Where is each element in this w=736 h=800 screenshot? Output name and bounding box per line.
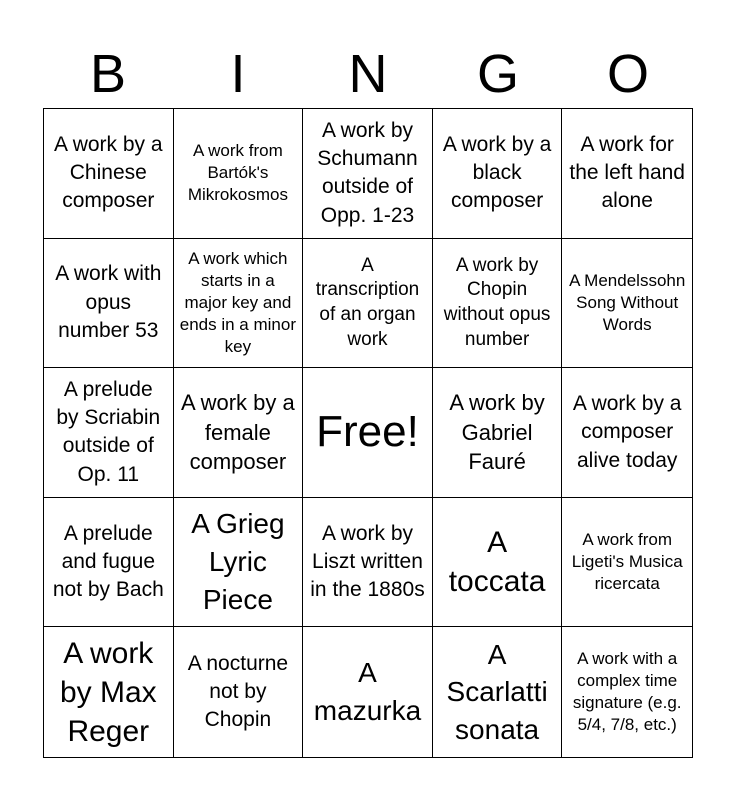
bingo-cell[interactable]: A transcription of an organ work bbox=[303, 239, 433, 369]
bingo-cell[interactable]: A prelude and fugue not by Bach bbox=[44, 498, 174, 628]
bingo-cell[interactable]: A toccata bbox=[433, 498, 563, 628]
bingo-cell[interactable]: A work for the left hand alone bbox=[562, 109, 692, 239]
bingo-cell[interactable]: A work by a black composer bbox=[433, 109, 563, 239]
bingo-cell[interactable]: A work by a female composer bbox=[174, 368, 304, 498]
bingo-board bbox=[43, 108, 693, 758]
bingo-cell[interactable]: A work from Ligeti's Musica ricercata bbox=[562, 498, 692, 628]
bingo-cell[interactable]: A Scarlatti sonata bbox=[433, 627, 563, 757]
bingo-cell[interactable]: A work by Liszt written in the 1880s bbox=[303, 498, 433, 628]
header-letter-i: I bbox=[230, 44, 246, 104]
bingo-cell[interactable]: A work by Chopin without opus number bbox=[433, 239, 563, 369]
bingo-cell[interactable]: A work by Schumann outside of Opp. 1-23 bbox=[303, 109, 433, 239]
bingo-cell[interactable]: A Mendelssohn Song Without Words bbox=[562, 239, 692, 369]
bingo-cell[interactable]: A work by Max Reger bbox=[44, 627, 174, 757]
bingo-cell[interactable]: A work with a complex time signature (e.g. 5/4, 7/8, etc.) bbox=[572, 649, 682, 735]
bingo-cell[interactable]: A mazurka bbox=[303, 627, 433, 757]
bingo-cell[interactable]: A work by a Chinese composer bbox=[44, 109, 174, 239]
bingo-cell[interactable]: A work by Gabriel Fauré bbox=[433, 368, 563, 498]
bingo-cell[interactable]: A work from Bartók's Mikrokosmos bbox=[174, 109, 304, 239]
bingo-cell[interactable]: A nocturne not by Chopin bbox=[174, 627, 304, 757]
bingo-cell[interactable]: A work with opus number 53 bbox=[44, 239, 174, 369]
bingo-cell[interactable]: A work which starts in a major key and ends in a minor key bbox=[174, 239, 304, 369]
header-letter-o: O bbox=[606, 44, 649, 104]
header-letter-g: G bbox=[476, 44, 519, 104]
bingo-cell[interactable]: A Grieg Lyric Piece bbox=[174, 498, 304, 628]
header-letter-n: N bbox=[348, 44, 388, 104]
bingo-header bbox=[43, 40, 693, 108]
bingo-cell[interactable]: A prelude by Scriabin outside of Op. 11 bbox=[44, 368, 174, 498]
bingo-cell[interactable]: A work by a composer alive today bbox=[562, 368, 692, 498]
header-letter-b: B bbox=[89, 44, 127, 104]
free-space[interactable]: Free! bbox=[303, 368, 433, 498]
